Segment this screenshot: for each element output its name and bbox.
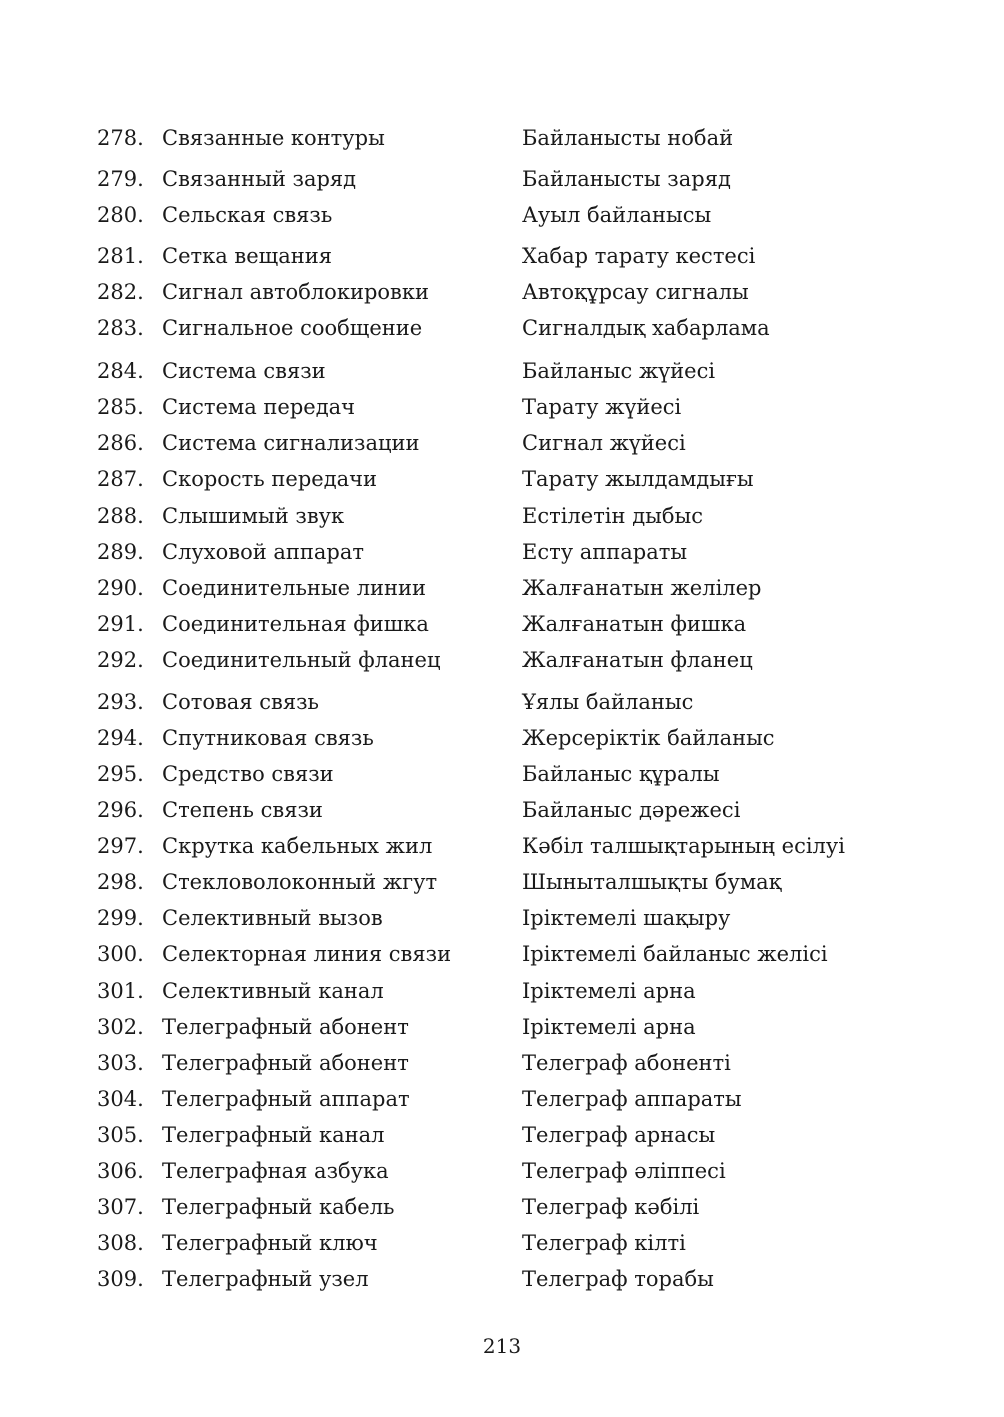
- entry-number: 296.: [97, 798, 144, 822]
- glossary-entry: [0, 1228, 1004, 1258]
- entry-kazakh-term: Жалғанатын фишка: [522, 612, 747, 636]
- entry-russian-term: Телеграфная азбука: [162, 1159, 389, 1183]
- entry-russian-term: Стекловолоконный жгут: [162, 870, 438, 894]
- glossary-entry: [0, 1084, 1004, 1114]
- entry-kazakh-term: Сигнал жүйесі: [522, 431, 686, 455]
- entry-russian-term: Селективный вызов: [162, 906, 383, 930]
- entry-number: 294.: [97, 726, 144, 750]
- entry-number: 298.: [97, 870, 144, 894]
- entry-kazakh-term: Іріктемелі арна: [522, 1015, 696, 1039]
- entry-kazakh-term: Жалғанатын фланец: [522, 648, 753, 672]
- entry-kazakh-term: Ауыл байланысы: [522, 203, 712, 227]
- entry-number: 291.: [97, 612, 144, 636]
- entry-kazakh-term: Телеграф кілті: [522, 1231, 686, 1255]
- entry-kazakh-term: Телеграф арнасы: [522, 1123, 716, 1147]
- entry-number: 297.: [97, 834, 144, 858]
- entry-number: 286.: [97, 431, 144, 455]
- entry-russian-term: Скрутка кабельных жил: [162, 834, 433, 858]
- glossary-entry: [0, 939, 1004, 969]
- entry-number: 307.: [97, 1195, 144, 1219]
- glossary-entry: [0, 428, 1004, 458]
- entry-kazakh-term: Естілетін дыбыс: [522, 504, 703, 528]
- entry-kazakh-term: Жалғанатын желілер: [522, 576, 762, 600]
- entry-kazakh-term: Іріктемелі шақыру: [522, 906, 731, 930]
- entry-number: 306.: [97, 1159, 144, 1183]
- entry-russian-term: Соединительная фишка: [162, 612, 429, 636]
- glossary-entry: [0, 277, 1004, 307]
- entry-kazakh-term: Байланыс құралы: [522, 762, 720, 786]
- entry-russian-term: Система связи: [162, 359, 326, 383]
- entry-number: 305.: [97, 1123, 144, 1147]
- entry-russian-term: Спутниковая связь: [162, 726, 374, 750]
- entry-russian-term: Селекторная линия связи: [162, 942, 452, 966]
- entry-kazakh-term: Сигналдық хабарлама: [522, 316, 770, 340]
- entry-russian-term: Соединительные линии: [162, 576, 427, 600]
- entry-kazakh-term: Іріктемелі арна: [522, 979, 696, 1003]
- glossary-entry: [0, 392, 1004, 422]
- entry-number: 280.: [97, 203, 144, 227]
- glossary-entry: [0, 795, 1004, 825]
- entry-kazakh-term: Байланысты заряд: [522, 167, 731, 191]
- entry-russian-term: Степень связи: [162, 798, 323, 822]
- entry-number: 279.: [97, 167, 144, 191]
- entry-russian-term: Телеграфный кабель: [162, 1195, 395, 1219]
- glossary-entry: [0, 501, 1004, 531]
- entry-number: 304.: [97, 1087, 144, 1111]
- glossary-entry: [0, 759, 1004, 789]
- entry-russian-term: Сельская связь: [162, 203, 333, 227]
- entry-russian-term: Сетка вещания: [162, 244, 332, 268]
- entry-number: 287.: [97, 467, 144, 491]
- entry-russian-term: Слуховой аппарат: [162, 540, 365, 564]
- entry-russian-term: Сотовая связь: [162, 690, 319, 714]
- glossary-entry: [0, 831, 1004, 861]
- entry-russian-term: Телеграфный ключ: [162, 1231, 378, 1255]
- entry-kazakh-term: Ұялы байланыс: [522, 690, 694, 714]
- entry-number: 292.: [97, 648, 144, 672]
- entry-russian-term: Телеграфный канал: [162, 1123, 385, 1147]
- entry-russian-term: Система передач: [162, 395, 356, 419]
- entry-kazakh-term: Телеграф әліппесі: [522, 1159, 726, 1183]
- entry-russian-term: Связанные контуры: [162, 126, 385, 150]
- entry-russian-term: Телеграфный аппарат: [162, 1087, 410, 1111]
- entry-number: 278.: [97, 126, 144, 150]
- glossary-entry: [0, 687, 1004, 717]
- entry-number: 295.: [97, 762, 144, 786]
- glossary-entry: [0, 200, 1004, 230]
- entry-number: 283.: [97, 316, 144, 340]
- entry-number: 289.: [97, 540, 144, 564]
- entry-russian-term: Слышимый звук: [162, 504, 345, 528]
- glossary-entry: [0, 537, 1004, 567]
- entry-kazakh-term: Телеграф торабы: [522, 1267, 714, 1291]
- glossary-entry: [0, 1192, 1004, 1222]
- entry-russian-term: Телеграфный узел: [162, 1267, 369, 1291]
- glossary-entry: [0, 1156, 1004, 1186]
- glossary-entry: [0, 241, 1004, 271]
- glossary-entry: [0, 903, 1004, 933]
- glossary-entry: [0, 1048, 1004, 1078]
- glossary-entry: [0, 573, 1004, 603]
- entry-number: 303.: [97, 1051, 144, 1075]
- entry-kazakh-term: Хабар тарату кестесі: [522, 244, 756, 268]
- glossary-entry: [0, 164, 1004, 194]
- entry-number: 284.: [97, 359, 144, 383]
- entry-kazakh-term: Телеграф абоненті: [522, 1051, 731, 1075]
- glossary-entry: [0, 123, 1004, 153]
- entry-kazakh-term: Автоқұрсау сигналы: [522, 280, 749, 304]
- glossary-entry: [0, 976, 1004, 1006]
- entry-kazakh-term: Телеграф кәбілі: [522, 1195, 700, 1219]
- entry-number: 309.: [97, 1267, 144, 1291]
- glossary-entry: [0, 1012, 1004, 1042]
- entry-kazakh-term: Телеграф аппараты: [522, 1087, 742, 1111]
- entry-kazakh-term: Кәбіл талшықтарының есілуі: [522, 834, 845, 858]
- entry-russian-term: Связанный заряд: [162, 167, 357, 191]
- entry-number: 282.: [97, 280, 144, 304]
- glossary-entry: [0, 313, 1004, 343]
- entry-russian-term: Скорость передачи: [162, 467, 378, 491]
- page-number: 213: [482, 1334, 522, 1358]
- glossary-entry: [0, 1120, 1004, 1150]
- entry-russian-term: Соединительный фланец: [162, 648, 441, 672]
- entry-kazakh-term: Тарату жылдамдығы: [522, 467, 754, 491]
- entry-russian-term: Телеграфный абонент: [162, 1051, 409, 1075]
- entry-number: 299.: [97, 906, 144, 930]
- glossary-entry: [0, 867, 1004, 897]
- entry-number: 281.: [97, 244, 144, 268]
- entry-number: 293.: [97, 690, 144, 714]
- entry-russian-term: Сигнальное сообщение: [162, 316, 423, 340]
- entry-russian-term: Селективный канал: [162, 979, 384, 1003]
- entry-number: 308.: [97, 1231, 144, 1255]
- entry-russian-term: Сигнал автоблокировки: [162, 280, 429, 304]
- entry-number: 301.: [97, 979, 144, 1003]
- glossary-entry: [0, 356, 1004, 386]
- entry-kazakh-term: Байланысты нобай: [522, 126, 734, 150]
- entry-kazakh-term: Шыныталшықты бумақ: [522, 870, 782, 894]
- glossary-entry: [0, 645, 1004, 675]
- entry-number: 285.: [97, 395, 144, 419]
- entry-kazakh-term: Байланыс жүйесі: [522, 359, 716, 383]
- glossary-entry: [0, 1264, 1004, 1294]
- entry-russian-term: Система сигнализации: [162, 431, 420, 455]
- entry-kazakh-term: Іріктемелі байланыс желісі: [522, 942, 828, 966]
- entry-kazakh-term: Есту аппараты: [522, 540, 688, 564]
- entry-russian-term: Средство связи: [162, 762, 334, 786]
- entry-russian-term: Телеграфный абонент: [162, 1015, 409, 1039]
- glossary-entry: [0, 723, 1004, 753]
- entry-kazakh-term: Жерсеріктік байланыс: [522, 726, 775, 750]
- entry-number: 288.: [97, 504, 144, 528]
- glossary-entry: [0, 609, 1004, 639]
- entry-kazakh-term: Байланыс дәрежесі: [522, 798, 741, 822]
- entry-number: 302.: [97, 1015, 144, 1039]
- entry-number: 300.: [97, 942, 144, 966]
- entry-kazakh-term: Тарату жүйесі: [522, 395, 682, 419]
- glossary-entry: [0, 464, 1004, 494]
- entry-number: 290.: [97, 576, 144, 600]
